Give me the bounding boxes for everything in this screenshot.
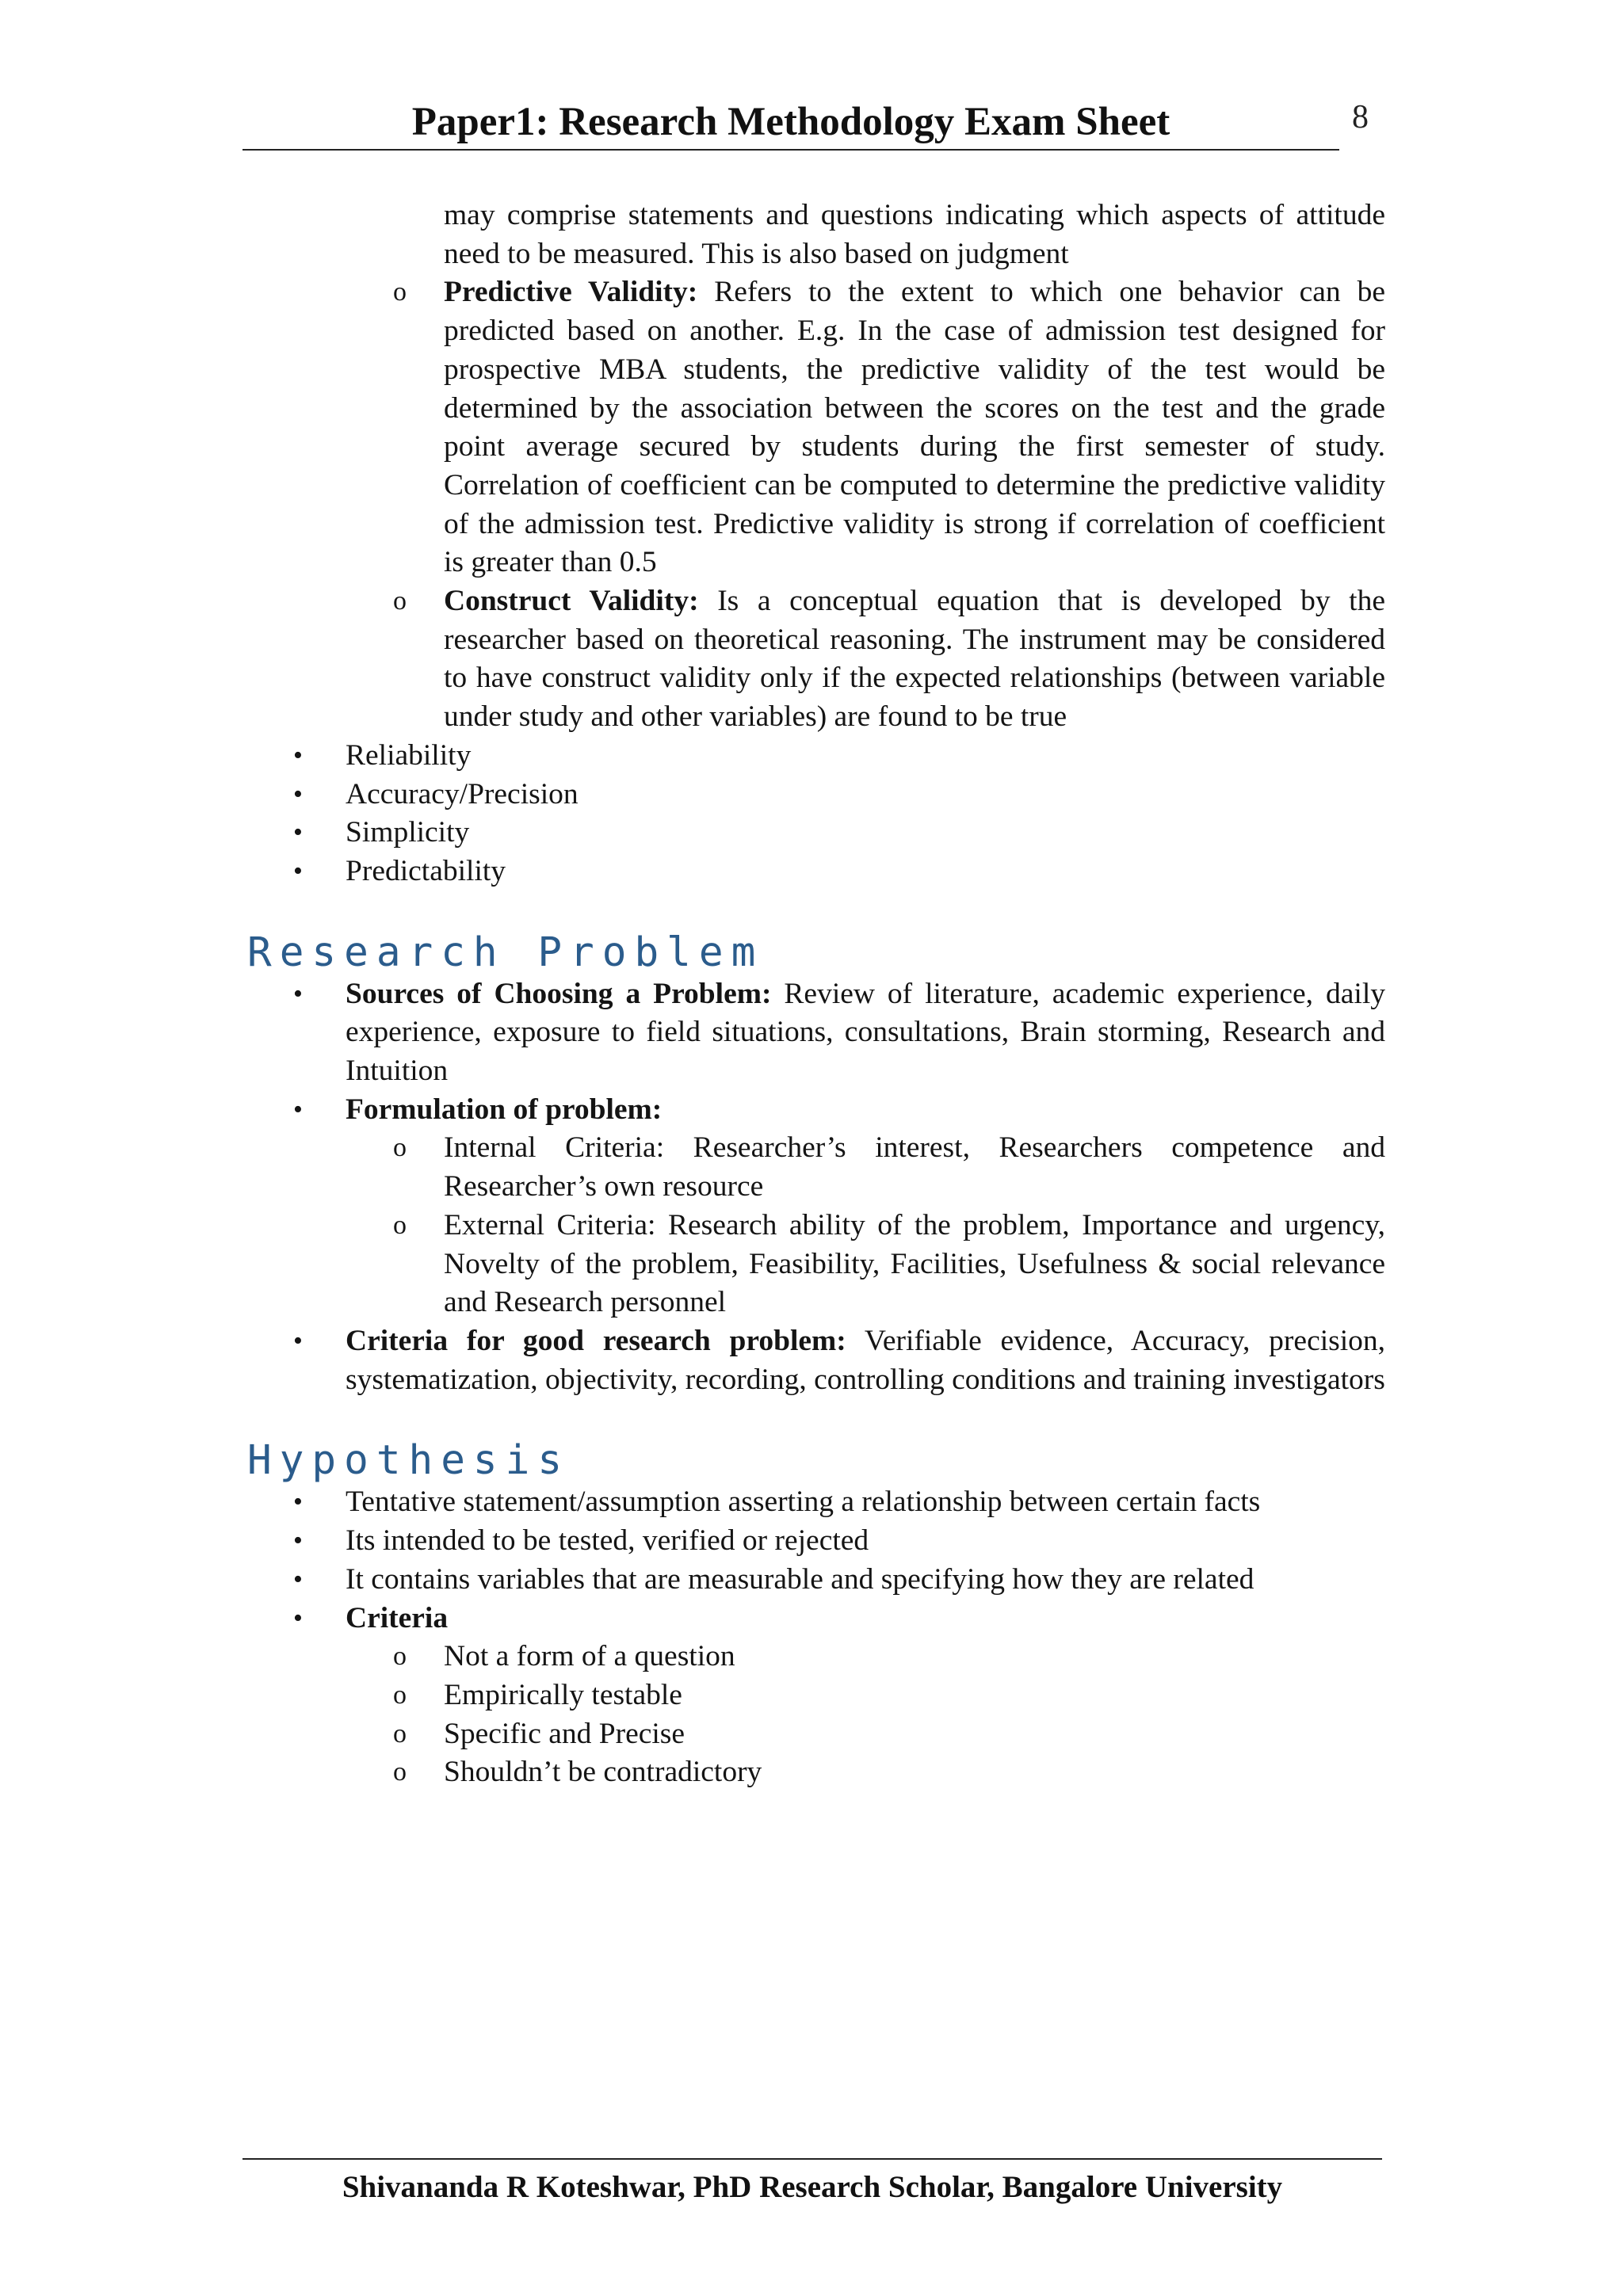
hollow-bullet-icon: o [393, 1133, 407, 1163]
construct-validity-item [247, 582, 1385, 737]
bullet-icon: • [293, 1603, 303, 1633]
predictive-validity-term: Predictive Validity: [444, 276, 698, 309]
list-item [247, 776, 1385, 814]
hollow-bullet-icon: o [393, 1210, 407, 1240]
quality-reliability: Reliability [346, 738, 472, 772]
content-validity-continuation [247, 196, 1385, 273]
list-item [247, 737, 1385, 776]
formulation-term: Formulation of problem: [346, 1093, 663, 1126]
formulation-item [247, 1091, 1385, 1130]
list-item [247, 1561, 1385, 1600]
hollow-bullet-icon: o [393, 1642, 407, 1672]
bullet-icon: • [293, 740, 303, 770]
internal-criteria-item [247, 1129, 1385, 1206]
section-spacer [247, 891, 1385, 931]
bullet-icon: • [293, 978, 303, 1009]
good-problem-criteria-text: Verifiable evidence, Accuracy, precision, systematization, objectivity, recording, controlling conditions and training investigators [346, 1324, 1386, 1396]
good-problem-criteria-term: Criteria for good research problem: [346, 1324, 846, 1357]
bullet-icon: • [293, 779, 303, 809]
quality-simplicity: Simplicity [346, 816, 470, 849]
hollow-bullet-icon: o [393, 1718, 407, 1749]
quality-predictability: Predictability [346, 854, 506, 887]
construct-validity-text: Is a conceptual equation that is developed by the researcher based on theoretical reasoning. The instrument may be considered to have construct validity only if the expected relationships (between variable under study and other variables) are found to be true [444, 585, 1385, 734]
list-item [247, 852, 1385, 891]
header-title: Paper1: Research Methodology Exam Sheet [411, 100, 1170, 144]
criteria-item: Empirically testable [444, 1678, 682, 1711]
hollow-bullet-icon: o [393, 1680, 407, 1710]
list-item [247, 1483, 1385, 1522]
predictive-validity-text: Refers to the extent to which one behavior can be predicted based on another. E.g. In the case of admission test designed for prospective MBA students, the predictive validity of the test would be determined by the association between the scores on the test and the grade point average secured by students during the first semester of study. Correlation of coefficient can be computed to determine the predictive validity of the admission test. Predictive validity is strong if correlation of coefficient is greater than 0.5 [444, 276, 1385, 579]
sources-term: Sources of Choosing a Problem: [346, 977, 772, 1010]
hypothesis-point: Tentative statement/assumption asserting a relationship between certain facts [346, 1486, 1261, 1519]
page-footer [242, 2158, 1382, 2204]
hypothesis-criteria-term: Criteria [346, 1601, 449, 1634]
bullet-icon: • [293, 818, 303, 848]
quality-accuracy: Accuracy/Precision [346, 777, 579, 810]
bullet-icon: • [293, 1325, 303, 1356]
list-item [247, 1638, 1385, 1676]
page-number: 8 [1352, 99, 1369, 135]
sources-item [247, 975, 1385, 1091]
external-criteria-text: External Criteria: Research ability of the problem, Importance and urgency, Novelty of the problem, Feasibility, Facilities, Usefulness & social relevance and Research personnel [444, 1208, 1385, 1319]
construct-validity-term: Construct Validity: [444, 585, 699, 618]
criteria-item: Shouldn’t be contradictory [444, 1756, 762, 1789]
criteria-item: Specific and Precise [444, 1717, 685, 1750]
bullet-icon: • [293, 1526, 303, 1556]
list-item [247, 1522, 1385, 1561]
page-content [247, 196, 1385, 1792]
hollow-bullet-icon: o [393, 277, 407, 307]
bullet-icon: • [293, 1094, 303, 1124]
list-item [247, 1753, 1385, 1792]
list-item [247, 1676, 1385, 1715]
criteria-item: Not a form of a question [444, 1640, 735, 1673]
footer-author: Shivananda R Koteshwar, PhD Research Scholar, Bangalore University [342, 2170, 1283, 2204]
section-spacer [247, 1399, 1385, 1439]
list-item [247, 1715, 1385, 1754]
hypothesis-point: Its intended to be tested, verified or rejected [346, 1524, 869, 1558]
predictive-validity-item [247, 273, 1385, 582]
list-item [247, 814, 1385, 852]
good-problem-criteria-item [247, 1322, 1385, 1399]
bullet-icon: • [293, 856, 303, 886]
internal-criteria-text: Internal Criteria: Researcher’s interest, Researchers competence and Researcher’s own resource [444, 1131, 1385, 1203]
external-criteria-item [247, 1207, 1385, 1322]
hollow-bullet-icon: o [393, 586, 407, 616]
bullet-icon: • [293, 1487, 303, 1517]
hypothesis-heading: Hypothesis [247, 1437, 571, 1485]
content-validity-text: may comprise statements and questions indicating which aspects of attitude need to be measured. This is also based on judgment [444, 199, 1385, 270]
bullet-icon: • [293, 1564, 303, 1594]
page-header [242, 97, 1339, 151]
hypothesis-point: It contains variables that are measurable and specifying how they are related [346, 1562, 1254, 1596]
research-problem-heading: Research Problem [247, 929, 764, 976]
sources-text: Review of literature, academic experience, daily experience, exposure to field situations, consultations, Brain storming, Research and Intuition [346, 977, 1386, 1088]
hollow-bullet-icon: o [393, 1757, 407, 1787]
hypothesis-criteria-item [247, 1600, 1385, 1638]
